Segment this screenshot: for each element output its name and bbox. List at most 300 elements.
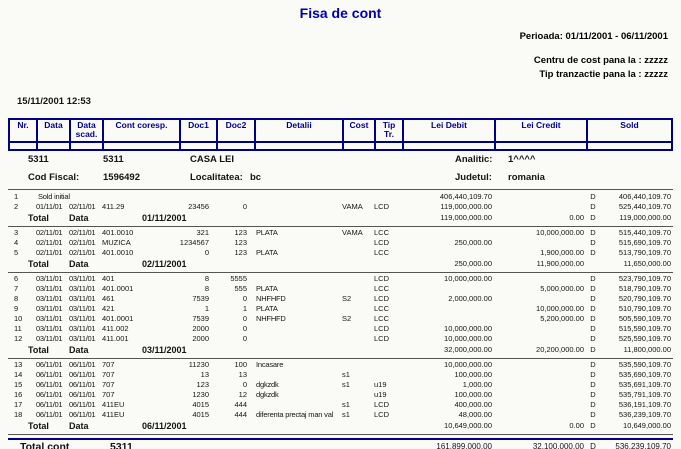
cell-nr: 13 bbox=[14, 360, 23, 369]
cell-lei-debit: 10,000,000.00 bbox=[444, 334, 492, 343]
table-row bbox=[8, 274, 673, 284]
cell-doc2: 444 bbox=[234, 400, 247, 409]
grand-total-label: Total cont bbox=[20, 441, 70, 449]
cell-cost bbox=[342, 274, 374, 284]
cell-tip-tr: LCD bbox=[374, 274, 390, 283]
group-total-data-label: Data bbox=[69, 213, 89, 223]
cell-lei-credit bbox=[494, 400, 586, 410]
cell-debit-indicator: D bbox=[590, 228, 596, 237]
cell-doc2: 12 bbox=[238, 390, 247, 399]
col-header-cost: Cost bbox=[344, 120, 376, 143]
cell-tip-tr: u19 bbox=[374, 380, 387, 389]
cell-nr: 7 bbox=[14, 284, 19, 293]
cell-cont-coresp: 411EU bbox=[102, 410, 125, 419]
cell-cont-coresp: 411EU bbox=[102, 400, 125, 409]
col-header-lei-debit: Lei Debit bbox=[404, 120, 496, 143]
group-total-data-label: Data bbox=[69, 421, 89, 431]
cell-cost: s1 bbox=[342, 380, 350, 389]
header-spacer-cell bbox=[588, 143, 671, 149]
table-row bbox=[8, 248, 673, 258]
cell-lei-debit bbox=[402, 304, 494, 314]
cell-detalii: diferenta prectaj man val bbox=[256, 410, 334, 419]
cell-tip-tr bbox=[374, 370, 402, 380]
cell-cost: VAMA bbox=[342, 228, 363, 237]
cell-cont-coresp: 421 bbox=[102, 304, 115, 313]
transaction-type-filter-text: Tip tranzactie pana la : zzzzz bbox=[539, 69, 668, 80]
county-label: Judetul: bbox=[455, 172, 492, 183]
cell-cost: s1 bbox=[342, 410, 350, 419]
grand-total-credit: 32,100,000.00 bbox=[532, 442, 584, 449]
cell-sold: 535,791,109.70 bbox=[618, 390, 671, 399]
cell-doc1: 23456 bbox=[188, 202, 209, 211]
cell-data: 06/11/01 bbox=[36, 370, 63, 379]
county-value: romania bbox=[508, 172, 545, 183]
table-body bbox=[8, 189, 673, 449]
fiscal-code-value: 1596492 bbox=[103, 172, 140, 183]
cell-doc2: 0 bbox=[242, 314, 247, 323]
cell-nr: 14 bbox=[14, 370, 23, 379]
cell-detalii: dgkzdk bbox=[256, 390, 279, 399]
period-text: Perioada: 01/11/2001 - 06/11/2001 bbox=[519, 31, 668, 42]
cell-lei-credit: 10,000,000.00 bbox=[536, 228, 584, 237]
cell-doc2: 0 bbox=[242, 334, 247, 343]
cell-lei-debit: 10,000,000.00 bbox=[444, 360, 492, 369]
header-spacer-cell bbox=[104, 143, 181, 149]
table-row bbox=[8, 400, 673, 410]
locality-value: bc bbox=[250, 172, 262, 183]
table-row bbox=[8, 294, 673, 304]
header-spacer-cell bbox=[496, 143, 588, 149]
cell-tip-tr: LCD bbox=[374, 400, 390, 409]
col-header-doc1: Doc1 bbox=[181, 120, 218, 143]
cell-doc2: 0 bbox=[242, 380, 247, 389]
cell-cont-coresp: 411.29 bbox=[102, 202, 125, 211]
cell-data: 03/11/01 bbox=[36, 324, 63, 333]
cell-detalii bbox=[254, 192, 342, 202]
cell-cont-coresp: 411.001 bbox=[102, 334, 129, 343]
col-header-doc2: Doc2 bbox=[218, 120, 256, 143]
cell-data-scad: 06/11/01 bbox=[69, 400, 96, 409]
cell-tip-tr bbox=[374, 360, 402, 370]
cell-lei-credit bbox=[494, 274, 586, 284]
cell-lei-debit bbox=[402, 284, 494, 294]
cell-data-scad: 03/11/01 bbox=[69, 314, 96, 323]
cell-lei-credit: 5,200,000.00 bbox=[540, 314, 584, 323]
group-total-date: 03/11/2001 bbox=[142, 345, 187, 355]
cell-data-scad: 03/11/01 bbox=[69, 284, 96, 293]
cell-lei-debit: 10,000,000.00 bbox=[444, 274, 492, 283]
cell-cont-coresp: 461 bbox=[102, 294, 115, 303]
table-header bbox=[8, 118, 673, 151]
cell-nr: 17 bbox=[14, 400, 23, 409]
header-spacer-cell bbox=[376, 143, 404, 149]
cell-doc2: 13 bbox=[238, 370, 247, 379]
analitic-value: 1^^^^ bbox=[508, 154, 536, 165]
table-row bbox=[8, 228, 673, 238]
group-total-credit: 0.00 bbox=[569, 421, 584, 430]
cell-data: 01/11/01 bbox=[36, 202, 63, 211]
cell-detalii: PLATA bbox=[256, 284, 278, 293]
cell-data: 06/11/01 bbox=[36, 390, 63, 399]
cell-data: 02/11/01 bbox=[36, 228, 63, 237]
cell-cont-coresp: 401.0010 bbox=[102, 248, 134, 257]
group-total-label: Total bbox=[28, 345, 49, 355]
cell-nr: 6 bbox=[14, 274, 19, 283]
cell-doc2: 1 bbox=[242, 304, 247, 313]
table-row bbox=[8, 304, 673, 314]
cell-doc2: 0 bbox=[242, 294, 247, 303]
cell-data: 02/11/01 bbox=[36, 248, 63, 257]
cell-lei-debit: 100,000.00 bbox=[454, 370, 492, 379]
cell-tip-tr: LCD bbox=[374, 202, 390, 211]
group-total-debit: 10,649,000.00 bbox=[444, 421, 492, 430]
cell-data-scad: 02/11/01 bbox=[69, 202, 96, 211]
header-spacer-cell bbox=[344, 143, 376, 149]
cell-lei-credit bbox=[494, 334, 586, 344]
cell-doc1: 7539 bbox=[192, 314, 209, 323]
cell-cont-coresp: 707 bbox=[102, 360, 115, 369]
cell-doc2: 123 bbox=[234, 238, 247, 247]
group-total-date: 01/11/2001 bbox=[142, 213, 187, 223]
analitic-label: Analitic: bbox=[455, 154, 493, 165]
cell-cost: s1 bbox=[342, 370, 350, 379]
cell-debit-indicator: D bbox=[590, 334, 596, 343]
group-total-date: 02/11/2001 bbox=[142, 259, 187, 269]
table-row bbox=[8, 334, 673, 344]
group-total-row bbox=[8, 344, 673, 357]
cell-lei-credit bbox=[494, 294, 586, 304]
cell-cost bbox=[342, 304, 374, 314]
col-header-cont-coresp: Cont coresp. bbox=[104, 120, 181, 143]
cell-nr: 8 bbox=[14, 294, 19, 303]
cell-sold: 535,590,109.70 bbox=[618, 360, 671, 369]
cell-sold: 406,440,109.70 bbox=[618, 192, 671, 201]
table-row bbox=[8, 360, 673, 370]
fiscal-code-label: Cod Fiscal: bbox=[28, 172, 80, 183]
cell-detalii bbox=[254, 324, 342, 334]
cell-doc2: 5555 bbox=[230, 274, 247, 283]
cell-lei-credit bbox=[494, 238, 586, 248]
cell-cont-coresp: MUZICA bbox=[102, 238, 131, 247]
group-total-label: Total bbox=[28, 421, 49, 431]
cell-cost bbox=[342, 324, 374, 334]
cell-sold: 535,691,109.70 bbox=[618, 380, 671, 389]
cell-debit-indicator: D bbox=[590, 202, 596, 211]
group-total-sold: 119,000,000.00 bbox=[619, 213, 671, 222]
cell-doc1: 4015 bbox=[192, 400, 209, 409]
group-total-indicator: D bbox=[590, 213, 596, 222]
cell-sold: 515,690,109.70 bbox=[618, 238, 671, 247]
cell-cost: S2 bbox=[342, 294, 352, 303]
cell-data: 02/11/01 bbox=[36, 238, 63, 247]
cell-debit-indicator: D bbox=[590, 304, 596, 313]
cell-detalii: PLATA bbox=[256, 248, 278, 257]
cell-sold: 515,590,109.70 bbox=[618, 324, 671, 333]
group-total-sold: 11,650,000.00 bbox=[623, 259, 671, 268]
cell-detalii bbox=[254, 400, 342, 410]
cell-sold: 510,790,109.70 bbox=[618, 304, 671, 313]
account-number-analytic: 5311 bbox=[103, 154, 124, 165]
grand-total-row bbox=[8, 440, 673, 449]
cell-detalii bbox=[254, 202, 342, 212]
cell-nr: 4 bbox=[14, 238, 19, 247]
cell-data-scad: 06/11/01 bbox=[69, 390, 96, 399]
cell-lei-debit bbox=[402, 314, 494, 324]
cell-detalii: PLATA bbox=[256, 304, 278, 313]
cell-lei-credit bbox=[494, 192, 586, 202]
cell-nr: 1 bbox=[14, 192, 19, 201]
header-spacer-cell bbox=[256, 143, 344, 149]
header-spacer-cell bbox=[404, 143, 496, 149]
group-total-data-label: Data bbox=[69, 345, 89, 355]
cell-lei-credit bbox=[494, 324, 586, 334]
header-spacer-cell bbox=[10, 143, 38, 149]
cell-data-scad: 03/11/01 bbox=[69, 334, 96, 343]
cell-nr: 9 bbox=[14, 304, 19, 313]
cell-data: 06/11/01 bbox=[36, 410, 63, 419]
cell-nr: 12 bbox=[14, 334, 23, 343]
cell-cost bbox=[342, 390, 374, 400]
group-separator-line bbox=[8, 358, 673, 359]
cell-data-scad: 06/11/01 bbox=[69, 370, 96, 379]
cell-data-scad: 06/11/01 bbox=[69, 360, 96, 369]
cell-cost bbox=[342, 334, 374, 344]
cell-doc1: 4015 bbox=[192, 410, 209, 419]
cell-cost bbox=[342, 360, 374, 370]
cell-sold: 536,191,109.70 bbox=[618, 400, 671, 409]
cell-data: 03/11/01 bbox=[36, 334, 63, 343]
cell-tip-tr: u19 bbox=[374, 390, 387, 399]
col-header-nr: Nr. bbox=[10, 120, 38, 143]
cell-doc2: 0 bbox=[242, 324, 247, 333]
table-row bbox=[8, 410, 673, 420]
cell-doc1: 13 bbox=[200, 370, 209, 379]
cell-tip-tr: LCC bbox=[374, 304, 390, 313]
cell-lei-credit: 5,000,000.00 bbox=[540, 284, 584, 293]
print-timestamp: 15/11/2001 12:53 bbox=[17, 96, 91, 107]
group-total-debit: 119,000,000.00 bbox=[440, 213, 492, 222]
cell-sold: 515,440,109.70 bbox=[618, 228, 671, 237]
cell-data-scad: 06/11/01 bbox=[69, 380, 96, 389]
group-total-row bbox=[8, 420, 673, 433]
cell-data-scad: 02/11/01 bbox=[69, 238, 96, 247]
header-spacer-cell bbox=[71, 143, 104, 149]
cell-data: 06/11/01 bbox=[36, 360, 63, 369]
group-total-sold: 10,649,000.00 bbox=[623, 421, 671, 430]
cell-lei-credit: 10,000,000.00 bbox=[536, 304, 584, 313]
cell-nr: 5 bbox=[14, 248, 19, 257]
cell-sold: 505,590,109.70 bbox=[618, 314, 671, 323]
cell-note: Sold initial bbox=[38, 192, 70, 201]
cell-cont-coresp: 707 bbox=[102, 380, 115, 389]
table-row bbox=[8, 370, 673, 380]
group-separator-line bbox=[8, 226, 673, 227]
cell-doc1: 1234567 bbox=[179, 238, 209, 247]
cell-lei-credit bbox=[494, 370, 586, 380]
cell-nr: 16 bbox=[14, 390, 23, 399]
header-spacer-cell bbox=[38, 143, 71, 149]
cell-nr: 3 bbox=[14, 228, 19, 237]
group-total-label: Total bbox=[28, 213, 49, 223]
cell-debit-indicator: D bbox=[590, 284, 596, 293]
cell-cont-coresp: 401 bbox=[102, 274, 115, 283]
table-row bbox=[8, 202, 673, 212]
cell-lei-credit bbox=[494, 380, 586, 390]
cell-sold: 536,239,109.70 bbox=[618, 410, 671, 419]
cell-cont-coresp: 411.002 bbox=[102, 324, 129, 333]
cell-debit-indicator: D bbox=[590, 370, 596, 379]
cell-sold: 523,790,109.70 bbox=[618, 274, 671, 283]
cell-doc1: 321 bbox=[196, 228, 209, 237]
cell-sold: 518,790,109.70 bbox=[618, 284, 671, 293]
cell-debit-indicator: D bbox=[590, 294, 596, 303]
cell-sold: 525,590,109.70 bbox=[618, 334, 671, 343]
cell-cont-coresp: 401.0010 bbox=[102, 228, 134, 237]
cell-doc2: 123 bbox=[234, 228, 247, 237]
cell-lei-credit bbox=[494, 360, 586, 370]
cell-doc1: 1230 bbox=[192, 390, 209, 399]
cell-debit-indicator: D bbox=[590, 380, 596, 389]
cell-doc1: 8 bbox=[204, 274, 209, 283]
cell-lei-debit: 10,000,000.00 bbox=[444, 324, 492, 333]
account-name: CASA LEI bbox=[190, 154, 234, 165]
grand-total-indicator: D bbox=[590, 442, 596, 449]
cell-doc1 bbox=[179, 192, 216, 202]
cell-lei-debit: 406,440,109.70 bbox=[439, 192, 492, 201]
grand-total-account: 5311 bbox=[110, 441, 133, 449]
cell-data-scad: 03/11/01 bbox=[69, 294, 96, 303]
cell-detalii bbox=[254, 238, 342, 248]
cell-doc2 bbox=[216, 192, 254, 202]
table-row bbox=[8, 324, 673, 334]
cell-tip-tr bbox=[374, 192, 402, 202]
header-spacer-cell bbox=[181, 143, 218, 149]
cell-tip-tr: LCD bbox=[374, 294, 390, 303]
col-header-lei-credit: Lei Credit bbox=[496, 120, 588, 143]
group-total-credit: 0.00 bbox=[569, 213, 584, 222]
group-total-credit: 20,200,000.00 bbox=[536, 345, 584, 354]
cell-lei-debit bbox=[402, 228, 494, 238]
table-row bbox=[8, 238, 673, 248]
cell-doc1: 123 bbox=[196, 380, 209, 389]
group-total-indicator bbox=[586, 258, 600, 271]
group-total-debit: 32,000,000.00 bbox=[444, 345, 492, 354]
cell-cost bbox=[342, 192, 374, 202]
cell-cost bbox=[342, 284, 374, 294]
header-spacer-cell bbox=[218, 143, 256, 149]
cell-cont-coresp: 707 bbox=[102, 370, 115, 379]
cell-lei-debit: 119,000,000.00 bbox=[440, 202, 492, 211]
cost-center-filter-text: Centru de cost pana la : zzzzz bbox=[533, 55, 668, 66]
cell-detalii bbox=[254, 274, 342, 284]
cell-debit-indicator: D bbox=[590, 390, 596, 399]
col-header-sold: Sold bbox=[588, 120, 671, 143]
group-total-row bbox=[8, 212, 673, 225]
cell-doc2: 444 bbox=[234, 410, 247, 419]
cell-doc2: 100 bbox=[234, 360, 247, 369]
cell-data: 06/11/01 bbox=[36, 380, 63, 389]
col-header-tip-tr: Tip Tr. bbox=[376, 120, 404, 143]
locality-label: Localitatea: bbox=[190, 172, 243, 183]
group-total-indicator: D bbox=[590, 345, 596, 354]
table-row bbox=[8, 380, 673, 390]
cell-doc1: 2000 bbox=[192, 324, 209, 333]
cell-data: 03/11/01 bbox=[36, 294, 63, 303]
cell-cost: S2 bbox=[342, 314, 352, 323]
group-total-date: 06/11/2001 bbox=[142, 421, 187, 431]
cell-detalii: dgkzdk bbox=[256, 380, 279, 389]
cell-tip-tr: LCD bbox=[374, 238, 390, 247]
cell-lei-debit: 400,000.00 bbox=[454, 400, 492, 409]
cell-cost: VAMA bbox=[342, 202, 363, 211]
cell-cont-coresp: 401.0001 bbox=[102, 314, 134, 323]
cell-doc2: 0 bbox=[242, 202, 247, 211]
cell-doc2: 123 bbox=[234, 248, 247, 257]
cell-data: 06/11/01 bbox=[36, 400, 63, 409]
cell-lei-debit: 48,000.00 bbox=[458, 410, 492, 419]
cell-detalii: NHFHFD bbox=[256, 294, 286, 303]
col-header-data-scad: Data scad. bbox=[71, 120, 104, 143]
cell-doc1: 0 bbox=[204, 248, 209, 257]
col-header-data: Data bbox=[38, 120, 71, 143]
table-row bbox=[8, 284, 673, 294]
cell-doc1: 2000 bbox=[192, 334, 209, 343]
cell-tip-tr: LCC bbox=[374, 228, 390, 237]
cell-data-scad: 03/11/01 bbox=[69, 304, 96, 313]
cell-lei-credit bbox=[494, 390, 586, 400]
group-separator-line bbox=[8, 434, 673, 435]
cell-sold: 535,690,109.70 bbox=[618, 370, 671, 379]
cell-data-scad: 02/11/01 bbox=[69, 228, 96, 237]
cell-cost bbox=[342, 238, 374, 248]
cell-lei-debit: 2,000,000.00 bbox=[448, 294, 492, 303]
cell-detalii bbox=[254, 334, 342, 344]
cell-nr: 2 bbox=[14, 202, 19, 211]
cell-data: 03/11/01 bbox=[36, 314, 63, 323]
cell-debit-indicator: D bbox=[590, 360, 596, 369]
cell-tip-tr: LCC bbox=[374, 284, 390, 293]
cell-lei-credit bbox=[494, 202, 586, 212]
grand-total-debit: 161,899,000.00 bbox=[436, 442, 492, 449]
cell-lei-debit: 100,000.00 bbox=[454, 390, 492, 399]
group-total-credit: 11,900,000.00 bbox=[536, 259, 584, 268]
cell-cost bbox=[342, 248, 374, 258]
cell-debit-indicator: D bbox=[590, 238, 596, 247]
cell-tip-tr: LCD bbox=[374, 324, 390, 333]
group-total-label: Total bbox=[28, 259, 49, 269]
cell-data-scad: 02/11/01 bbox=[69, 248, 96, 257]
cell-cont-coresp: 707 bbox=[102, 390, 115, 399]
cell-data: 03/11/01 bbox=[36, 284, 63, 293]
cell-nr: 18 bbox=[14, 410, 23, 419]
table-row bbox=[8, 390, 673, 400]
cell-sold: 513,790,109.70 bbox=[618, 248, 671, 257]
grand-total-sold: 536,239,109.70 bbox=[615, 442, 671, 449]
cell-sold: 525,440,109.70 bbox=[618, 202, 671, 211]
group-separator-line bbox=[8, 272, 673, 273]
account-number: 5311 bbox=[28, 154, 49, 165]
cell-data: 03/11/01 bbox=[36, 304, 63, 313]
cell-lei-credit: 1,900,000.00 bbox=[540, 248, 584, 257]
table-row bbox=[8, 192, 673, 202]
cell-debit-indicator: D bbox=[590, 248, 596, 257]
cell-lei-debit bbox=[402, 248, 494, 258]
report-title: Fisa de cont bbox=[299, 5, 382, 21]
group-total-indicator: D bbox=[590, 421, 596, 430]
cell-data-scad: 03/11/01 bbox=[69, 324, 96, 333]
col-header-detalii: Detalii bbox=[256, 120, 344, 143]
cell-nr: 15 bbox=[14, 380, 23, 389]
